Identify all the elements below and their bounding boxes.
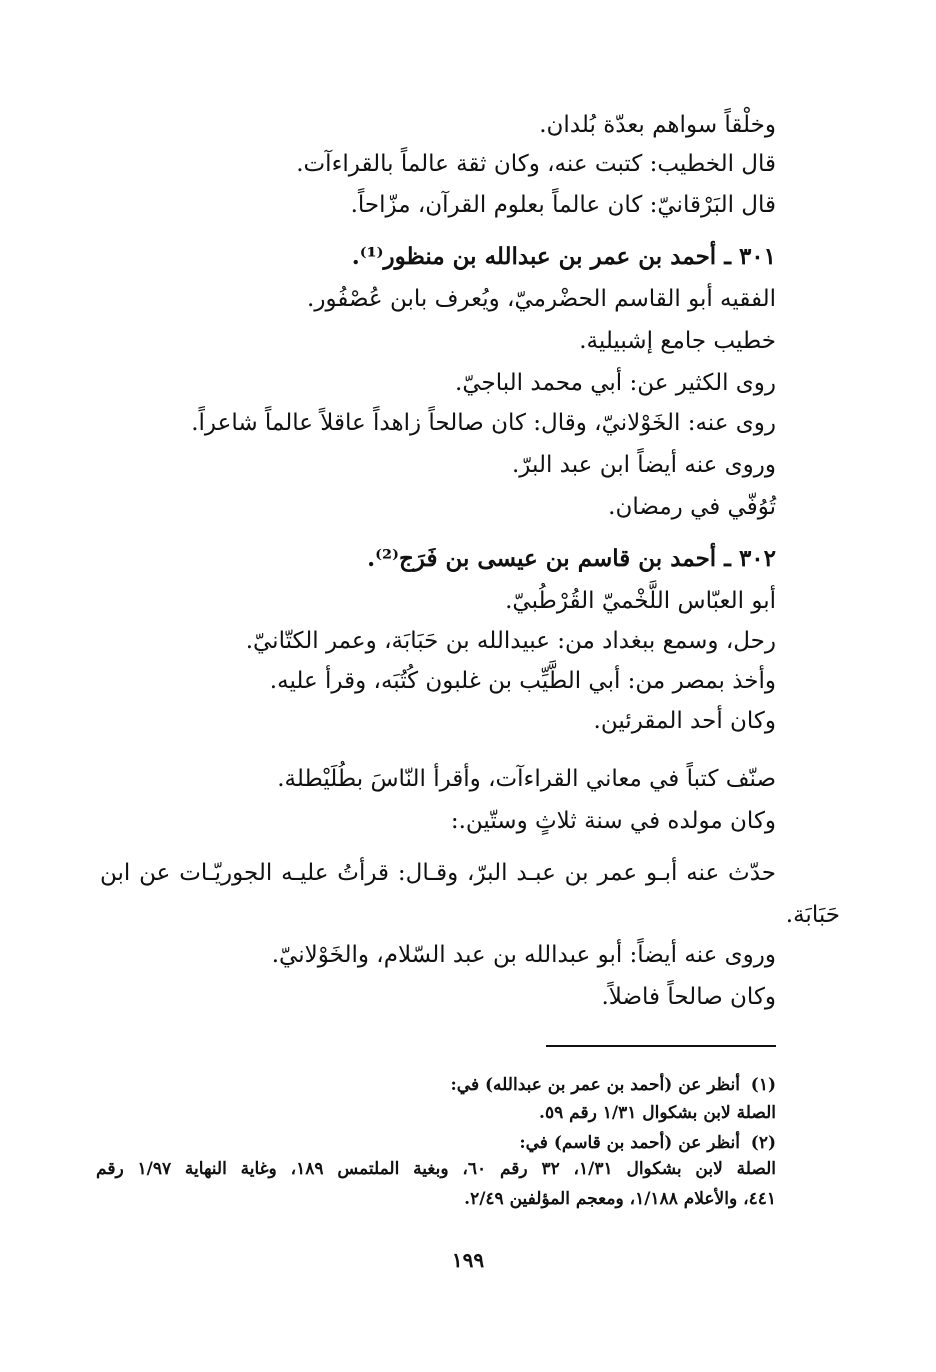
text-line: روى الكثير عن: أبي محمد الباجيّ. <box>455 370 776 396</box>
text-line: وكان مولده في سنة ثلاثٍ وستّين.: <box>450 808 776 834</box>
text-line: وكان صالحاً فاضلاً. <box>601 984 776 1010</box>
text-line: قال الخطيب: كتبت عنه، وكان ثقة عالماً بالقراءآت. <box>296 151 776 177</box>
text-line: وكان أحد المقرئين. <box>593 708 776 734</box>
footnote-text: الصلة لابن بشكوال ١/٣١ رقم ٥٩. <box>539 1103 776 1123</box>
text-line: وخلْقاً سواهم بعدّة بُلدان. <box>539 112 776 138</box>
footnote-separator <box>546 1045 776 1047</box>
text-line: روى عنه: الخَوْلانيّ، وقال: كان صالحاً زاهداً عاقلاً عالماً شاعراً. <box>191 410 776 436</box>
text-line: أبو العبّاس اللَّخْميّ القُرْطُبيّ. <box>505 588 776 614</box>
text-line: الفقيه أبو القاسم الحضْرميّ، ويُعرف بابن عُصْفُور. <box>307 286 776 312</box>
footnote-number: (١) <box>750 1075 776 1095</box>
text-line: تُوُفّي في رمضان. <box>608 494 776 520</box>
entry-heading-301: ٣٠١ ـ أحمد بن عمر بن عبدالله بن منظور⁽¹⁾. <box>351 243 776 270</box>
footnote-number: (٢) <box>750 1133 776 1153</box>
text-line: حدّث عنه أبـو عمر بن عبـد البرّ، وقـال: قرأتُ عليـه الجوريّـات عن ابن <box>100 860 776 886</box>
text-line: حَبَابَة. <box>785 902 840 928</box>
text-line: خطيب جامع إشبيلية. <box>579 328 776 354</box>
footnote-text: الصلة لابن بشكوال ١/٣١، ٣٢ رقم ٦٠، وبغية الملتمس ١٨٩، وغاية النهاية ١/٩٧ رقم <box>96 1159 777 1179</box>
text-line: قال البَرْقانيّ: كان عالماً بعلوم القرآن، مزّاحاً. <box>350 192 776 218</box>
footnote-text: أنظر عن (أحمد بن عمر بن عبدالله) في: <box>450 1075 740 1095</box>
text-line: وروى عنه أيضاً: أبو عبدالله بن عبد السّلام، والخَوْلانيّ. <box>271 942 776 968</box>
entry-heading-302: ٣٠٢ ـ أحمد بن قاسم بن عيسى بن فَرَج⁽²⁾. <box>367 545 776 572</box>
text-line: وروى عنه أيضاً ابن عبد البرّ. <box>512 452 776 478</box>
footnote-text: أنظر عن (أحمد بن قاسم) في: <box>519 1133 740 1153</box>
page-number: ١٩٩ <box>451 1248 485 1272</box>
text-line: وأخذ بمصر من: أبي الطَّيِّب بن غلبون كُتُبَه، وقرأ عليه. <box>269 668 776 694</box>
text-line: صنّف كتباً في معاني القراءآت، وأقرأ النّاسَ بطُلَيْطلة. <box>277 766 776 792</box>
footnote-text: ٤٤١، والأعلام ١/١٨٨، ومعجم المؤلفين ٢/٤٩. <box>464 1189 776 1209</box>
text-line: رحل، وسمع ببغداد من: عبيدالله بن حَبَابَة، وعمر الكتّانيّ. <box>245 628 776 654</box>
